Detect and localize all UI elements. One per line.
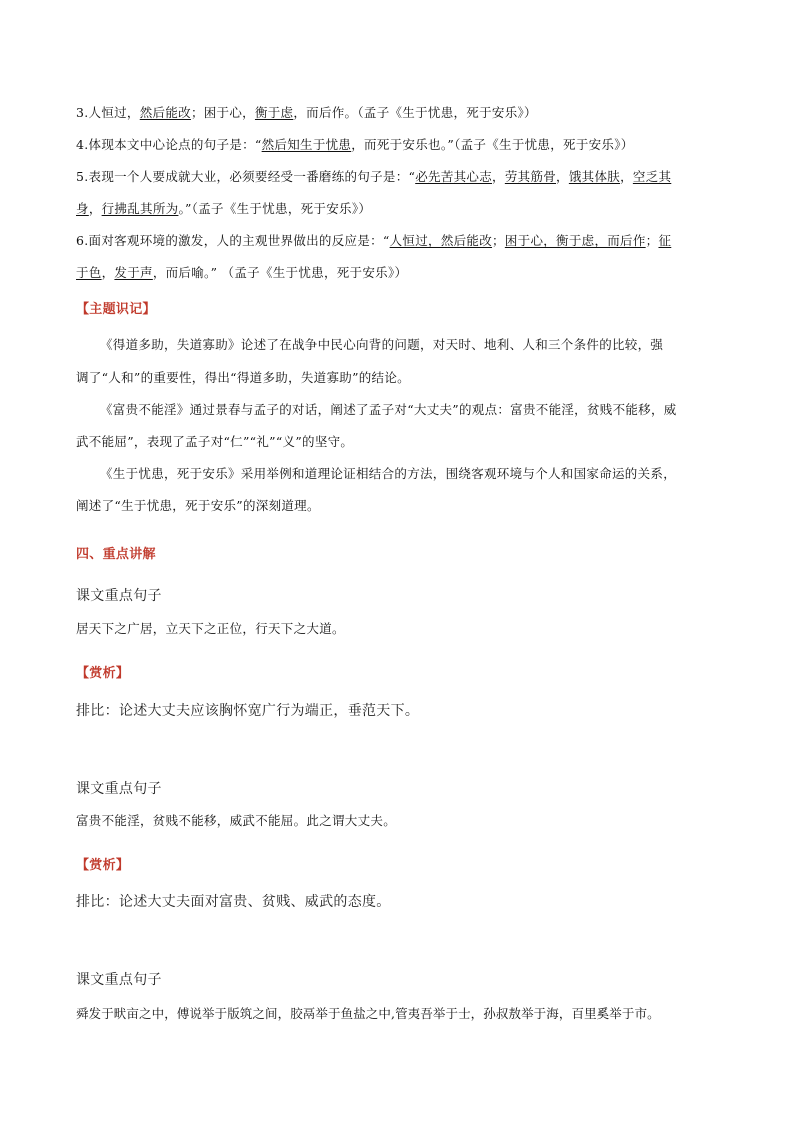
q6-source: ，而后喻。” （孟子《生于忧患，死于安乐》）: [152, 265, 408, 280]
key-sentence: 富贵不能淫，贫贱不能移，威武不能屈。此之谓大丈夫。: [76, 813, 397, 828]
q4-answer: 然后知生于忧患: [261, 137, 352, 152]
analysis-heading: 【赏析】: [76, 666, 130, 681]
q6-semi-2: ；: [645, 233, 659, 248]
theme-heading: 【主题识记】: [76, 302, 156, 317]
key-sentence-label: 课文重点句子: [76, 588, 162, 604]
q6-answer-3-cont: 于色: [76, 265, 102, 280]
question-4: [76, 135, 634, 153]
q5-comma-2: ，: [556, 169, 569, 184]
theme-p1-line2: 调了“人和”的重要性，得出“得道多助，失道寡助”的结论。: [76, 370, 410, 385]
question-6-line-2: [76, 263, 407, 281]
q5-answer-4: 空乏其: [632, 169, 672, 184]
q5-comma-1: ，: [492, 169, 505, 184]
q3-source: ，而后作。（孟子《生于忧患，死于安乐》）: [293, 105, 537, 120]
q4-source: ，而死于安乐也。”（孟子《生于忧患，死于安乐》）: [351, 137, 634, 152]
q3-text: 3.人恒过，: [76, 105, 140, 120]
section-4-heading: 四、重点讲解: [76, 547, 156, 562]
key-sentence: 舜发于畎亩之中，傅说举于版筑之间，胶鬲举于鱼盐之中,管夷吾举于士，孙叔敖举于海，百里奚举于市。: [76, 1006, 660, 1021]
q6-answer-1: 人恒过，然后能改: [389, 233, 493, 248]
analysis-text: 排比：论述大丈夫应该胸怀宽广行为端正，垂范天下。: [76, 703, 420, 719]
theme-p2-line1: 《富贵不能淫》通过景春与孟子的对话，阐述了孟子对“大丈夫”的观点：富贵不能淫，贫贱不能移，威: [100, 402, 677, 417]
question-5-line-1: [76, 167, 671, 185]
q5-source: 。”（孟子《生于忧患，死于安乐》）: [178, 201, 372, 216]
theme-p1-line1: 《得道多助，失道寡助》论述了在战争中民心向背的问题，对天时、地利、人和三个条件的比较，强: [100, 337, 664, 352]
q5-answer-3: 饿其体肤: [568, 169, 621, 184]
question-6-line-1: [76, 231, 671, 249]
q4-text: 4.体现本文中心论点的句子是：“: [76, 137, 262, 152]
q3-text-2: ；困于心，: [190, 105, 255, 120]
q5-answer-5: 行拂乱其所为: [101, 201, 179, 216]
q5-comma-4: ，: [88, 201, 102, 216]
key-sentence: 居天下之广居，立天下之正位，行天下之大道。: [76, 621, 345, 636]
key-sentence-label: 课文重点句子: [76, 781, 162, 797]
theme-p3-line2: 阐述了“生于忧患，死于安乐”的深刻道理。: [76, 498, 320, 513]
q5-answer-4-cont: 身: [76, 201, 89, 216]
q6-semi-1: ；: [492, 233, 505, 248]
q6-answer-3: 征: [658, 233, 672, 248]
theme-p2-line2: 武不能屈”，表现了孟子对“仁”“礼”“义”的坚守。: [76, 434, 354, 449]
q6-answer-4: 发于声: [114, 265, 153, 280]
theme-p3-line1: 《生于忧患，死于安乐》采用举例和道理论证相结合的方法，围绕客观环境与个人和国家命运的关系，: [100, 466, 677, 481]
q5-answer-1: 必先苦其心志: [415, 169, 493, 184]
q5-answer-2: 劳其筋骨: [504, 169, 557, 184]
analysis-text: 排比：论述大丈夫面对富贵、贫贱、威武的态度。: [76, 894, 391, 910]
question-3: [76, 103, 537, 121]
q6-answer-2: 困于心，衡于虑，而后作: [504, 233, 646, 248]
q3-answer-1: 然后能改: [139, 105, 191, 120]
q3-answer-2: 衡于虑: [254, 105, 294, 120]
key-sentence-label: 课文重点句子: [76, 972, 162, 988]
q5-text: 5.表现一个人要成就大业，必须要经受一番磨练的句子是：“: [76, 169, 416, 184]
analysis-heading: 【赏析】: [76, 858, 130, 873]
q6-comma: ，: [101, 265, 115, 280]
question-5-line-2: [76, 199, 371, 217]
q6-text: 6.面对客观环境的激发，人的主观世界做出的反应是：“: [76, 233, 390, 248]
q5-comma-3: ，: [620, 169, 633, 184]
